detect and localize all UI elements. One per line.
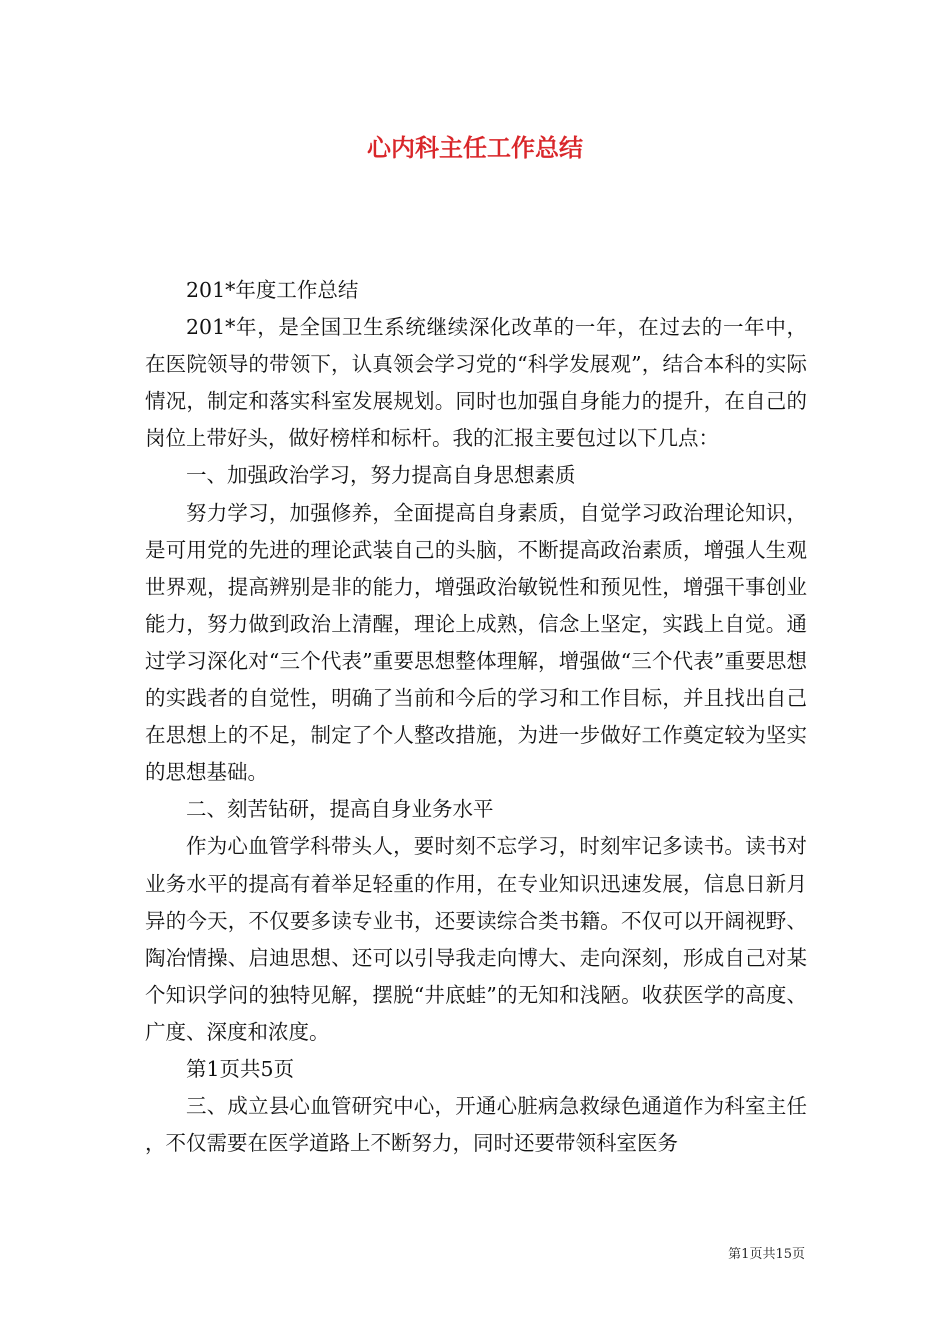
section-heading-professional-skill: 二、刻苦钻研，提高自身业务水平	[186, 797, 494, 822]
inline-page-marker: 第1页共5页	[186, 1056, 295, 1081]
document-body	[145, 272, 807, 1162]
paragraph-intro: 201*年，是全国卫生系统继续深化改革的一年，在过去的一年中，在医院领导的带领下，认真领会学习党的“科学发展观”，结合本科的实际情况，制定和落实科室发展规划。同时也加强自身能力的提升，在自己的岗位上带好头，做好榜样和标杆。我的汇报主要包过以下几点：	[145, 315, 807, 451]
paragraph-political-study: 努力学习，加强修养，全面提高自身素质，自觉学习政治理论知识，是可用党的先进的理论武装自己的头脑，不断提高政治素质，增强人生观世界观，提高辨别是非的能力，增强政治敏锐性和预见性，增强干事创业能力，努力做到政治上清醒，理论上成熟，信念上坚定，实践上自觉。通过学习深化对“三个代表”重要思想整体理解，增强做“三个代表”重要思想的实践者的自觉性，明确了当前和今后的学习和工作目标，并且找出自己在思想上的不足，制定了个人整改措施，为进一步做好工作奠定较为坚实的思想基础。	[145, 500, 807, 785]
paragraph-professional-skill: 作为心血管学科带头人，要时刻不忘学习，时刻牢记多读书。读书对业务水平的提高有着举足轻重的作用，在专业知识迅速发展，信息日新月异的今天，不仅要多读专业书，还要读综合类书籍。不仅可以开阔视野、陶冶情操、启迪思想、还可以引导我走向博大、走向深刻，形成自己对某个知识学问的独特见解，摆脱“井底蛙”的无知和浅陋。收获医学的高度、广度、深度和浓度。	[145, 834, 807, 1044]
paragraph-research-center: 三、成立县心血管研究中心，开通心脏病急救绿色通道作为科室主任，不仅需要在医学道路上不断努力，同时还要带领科室医务	[145, 1094, 807, 1156]
page-footer: 第1页共15页	[728, 1247, 805, 1262]
document-title: 心内科主任工作总结	[367, 133, 583, 162]
section-heading-political-study: 一、加强政治学习，努力提高自身思想素质	[186, 463, 576, 488]
section-heading-annual-summary: 201*年度工作总结	[186, 278, 359, 302]
